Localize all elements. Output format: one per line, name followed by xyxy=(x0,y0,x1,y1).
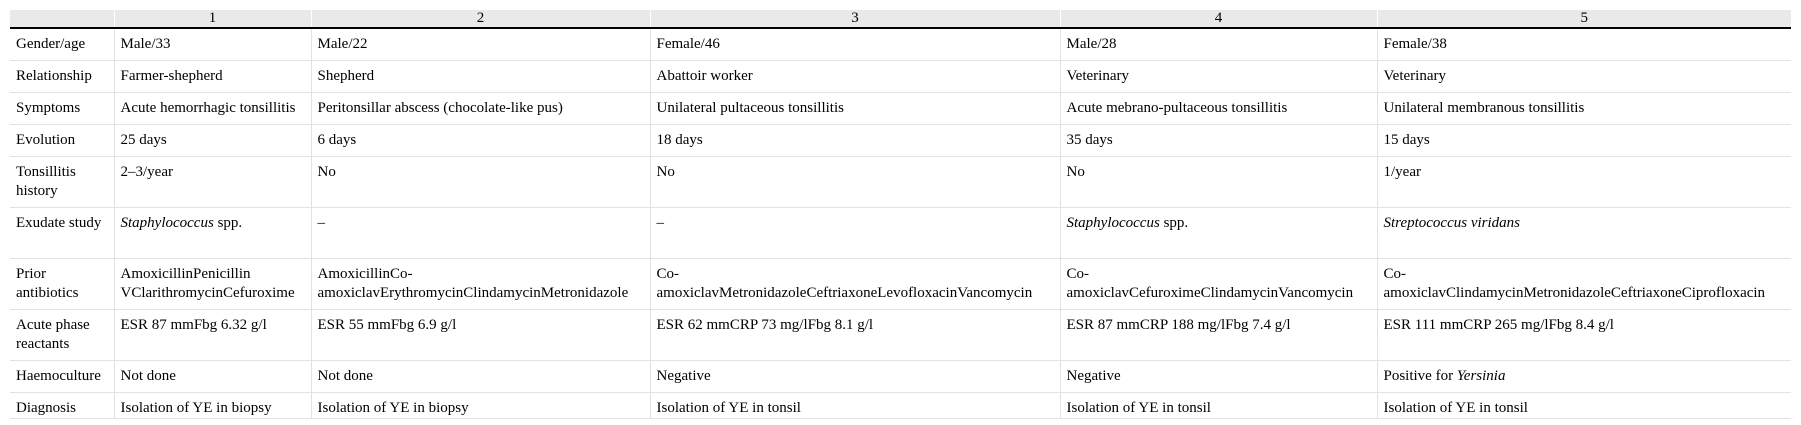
row-label: Diagnosis xyxy=(10,393,114,419)
table-row-exudate-study xyxy=(10,208,1791,259)
table-row-tonsillitis-history xyxy=(10,157,1791,208)
table-row-acute-phase-reactants xyxy=(10,310,1791,361)
table-cell: – xyxy=(311,208,650,259)
table-cell: Female/46 xyxy=(650,28,1060,61)
table-cell: Unilateral membranous tonsillitis xyxy=(1377,93,1791,125)
row-label: Tonsillitis history xyxy=(10,157,114,208)
table-cell: 1/year xyxy=(1377,157,1791,208)
table-cell: Isolation of YE in biopsy xyxy=(114,393,311,419)
table-cell: AmoxicillinCo-amoxiclavErythromycinClindamycinMetronidazole xyxy=(311,259,650,310)
column-header-case-3: 3 xyxy=(650,10,1060,28)
table-cell: 25 days xyxy=(114,125,311,157)
table-row-symptoms xyxy=(10,93,1791,125)
table-container xyxy=(10,10,1791,419)
table-cell: Peritonsillar abscess (chocolate-like pus) xyxy=(311,93,650,125)
column-header-case-5: 5 xyxy=(1377,10,1791,28)
row-label: Exudate study xyxy=(10,208,114,259)
table-cell: ESR 111 mmCRP 265 mg/lFbg 8.4 g/l xyxy=(1377,310,1791,361)
organism-name: Staphylococcus xyxy=(120,215,214,231)
row-label: Prior antibiotics xyxy=(10,259,114,310)
table-cell: Male/33 xyxy=(114,28,311,61)
table-cell: No xyxy=(650,157,1060,208)
table-cell xyxy=(1377,208,1791,259)
table-cell: 35 days xyxy=(1060,125,1377,157)
case-table xyxy=(10,10,1791,419)
table-cell: Not done xyxy=(311,361,650,393)
table-cell: Farmer-shepherd xyxy=(114,61,311,93)
table-cell: ESR 87 mmFbg 6.32 g/l xyxy=(114,310,311,361)
table-cell xyxy=(1060,208,1377,259)
table-cell: Female/38 xyxy=(1377,28,1791,61)
table-cell: 15 days xyxy=(1377,125,1791,157)
organism-name: Streptococcus viridans xyxy=(1383,215,1521,231)
table-cell: No xyxy=(1060,157,1377,208)
table-cell: Abattoir worker xyxy=(650,61,1060,93)
table-cell: No xyxy=(311,157,650,208)
table-cell: Veterinary xyxy=(1377,61,1791,93)
table-cell: 6 days xyxy=(311,125,650,157)
table-cell: Co-amoxiclavMetronidazoleCeftriaxoneLevofloxacinVancomycin xyxy=(650,259,1060,310)
table-cell: AmoxicillinPenicillin VClarithromycinCefuroxime xyxy=(114,259,311,310)
table-cell: – xyxy=(650,208,1060,259)
table-cell: Isolation of YE in biopsy xyxy=(311,393,650,419)
row-label: Acute phase reactants xyxy=(10,310,114,361)
column-header-label xyxy=(10,10,114,28)
table-cell: 18 days xyxy=(650,125,1060,157)
table-row-prior-antibiotics xyxy=(10,259,1791,310)
haemoculture-prefix: Positive for xyxy=(1383,368,1457,384)
organism-name: Staphylococcus xyxy=(1066,215,1160,231)
row-label: Gender/age xyxy=(10,28,114,61)
table-row-gender-age xyxy=(10,28,1791,61)
table-cell: Veterinary xyxy=(1060,61,1377,93)
table-cell: Unilateral pultaceous tonsillitis xyxy=(650,93,1060,125)
table-cell: ESR 62 mmCRP 73 mg/lFbg 8.1 g/l xyxy=(650,310,1060,361)
table-row-relationship xyxy=(10,61,1791,93)
row-label: Evolution xyxy=(10,125,114,157)
table-cell: Negative xyxy=(650,361,1060,393)
table-cell: Male/22 xyxy=(311,28,650,61)
row-label: Relationship xyxy=(10,61,114,93)
table-cell: Not done xyxy=(114,361,311,393)
table-cell: Negative xyxy=(1060,361,1377,393)
row-label: Symptoms xyxy=(10,93,114,125)
table-cell: Acute hemorrhagic tonsillitis xyxy=(114,93,311,125)
organism-suffix: spp. xyxy=(1159,215,1189,231)
organism-suffix: spp. xyxy=(213,215,243,231)
table-cell: Isolation of YE in tonsil xyxy=(650,393,1060,419)
table-cell: Isolation of YE in tonsil xyxy=(1060,393,1377,419)
table-cell: 2–3/year xyxy=(114,157,311,208)
table-cell: ESR 55 mmFbg 6.9 g/l xyxy=(311,310,650,361)
table-row-haemoculture xyxy=(10,361,1791,393)
table-cell: Co-amoxiclavCefuroximeClindamycinVancomycin xyxy=(1060,259,1377,310)
table-cell: ESR 87 mmCRP 188 mg/lFbg 7.4 g/l xyxy=(1060,310,1377,361)
table-cell: Isolation of YE in tonsil xyxy=(1377,393,1791,419)
table-cell: Male/28 xyxy=(1060,28,1377,61)
header-row xyxy=(10,10,1791,28)
table-row-evolution xyxy=(10,125,1791,157)
column-header-case-2: 2 xyxy=(311,10,650,28)
table-cell: Shepherd xyxy=(311,61,650,93)
table-cell: Acute mebrano-pultaceous tonsillitis xyxy=(1060,93,1377,125)
column-header-case-4: 4 xyxy=(1060,10,1377,28)
table-row-diagnosis xyxy=(10,393,1791,419)
organism-name: Yersinia xyxy=(1456,368,1506,384)
table-cell xyxy=(114,208,311,259)
table-cell xyxy=(1377,361,1791,393)
column-header-case-1: 1 xyxy=(114,10,311,28)
table-cell: Co-amoxiclavClindamycinMetronidazoleCeftriaxoneCiprofloxacin xyxy=(1377,259,1791,310)
row-label: Haemoculture xyxy=(10,361,114,393)
